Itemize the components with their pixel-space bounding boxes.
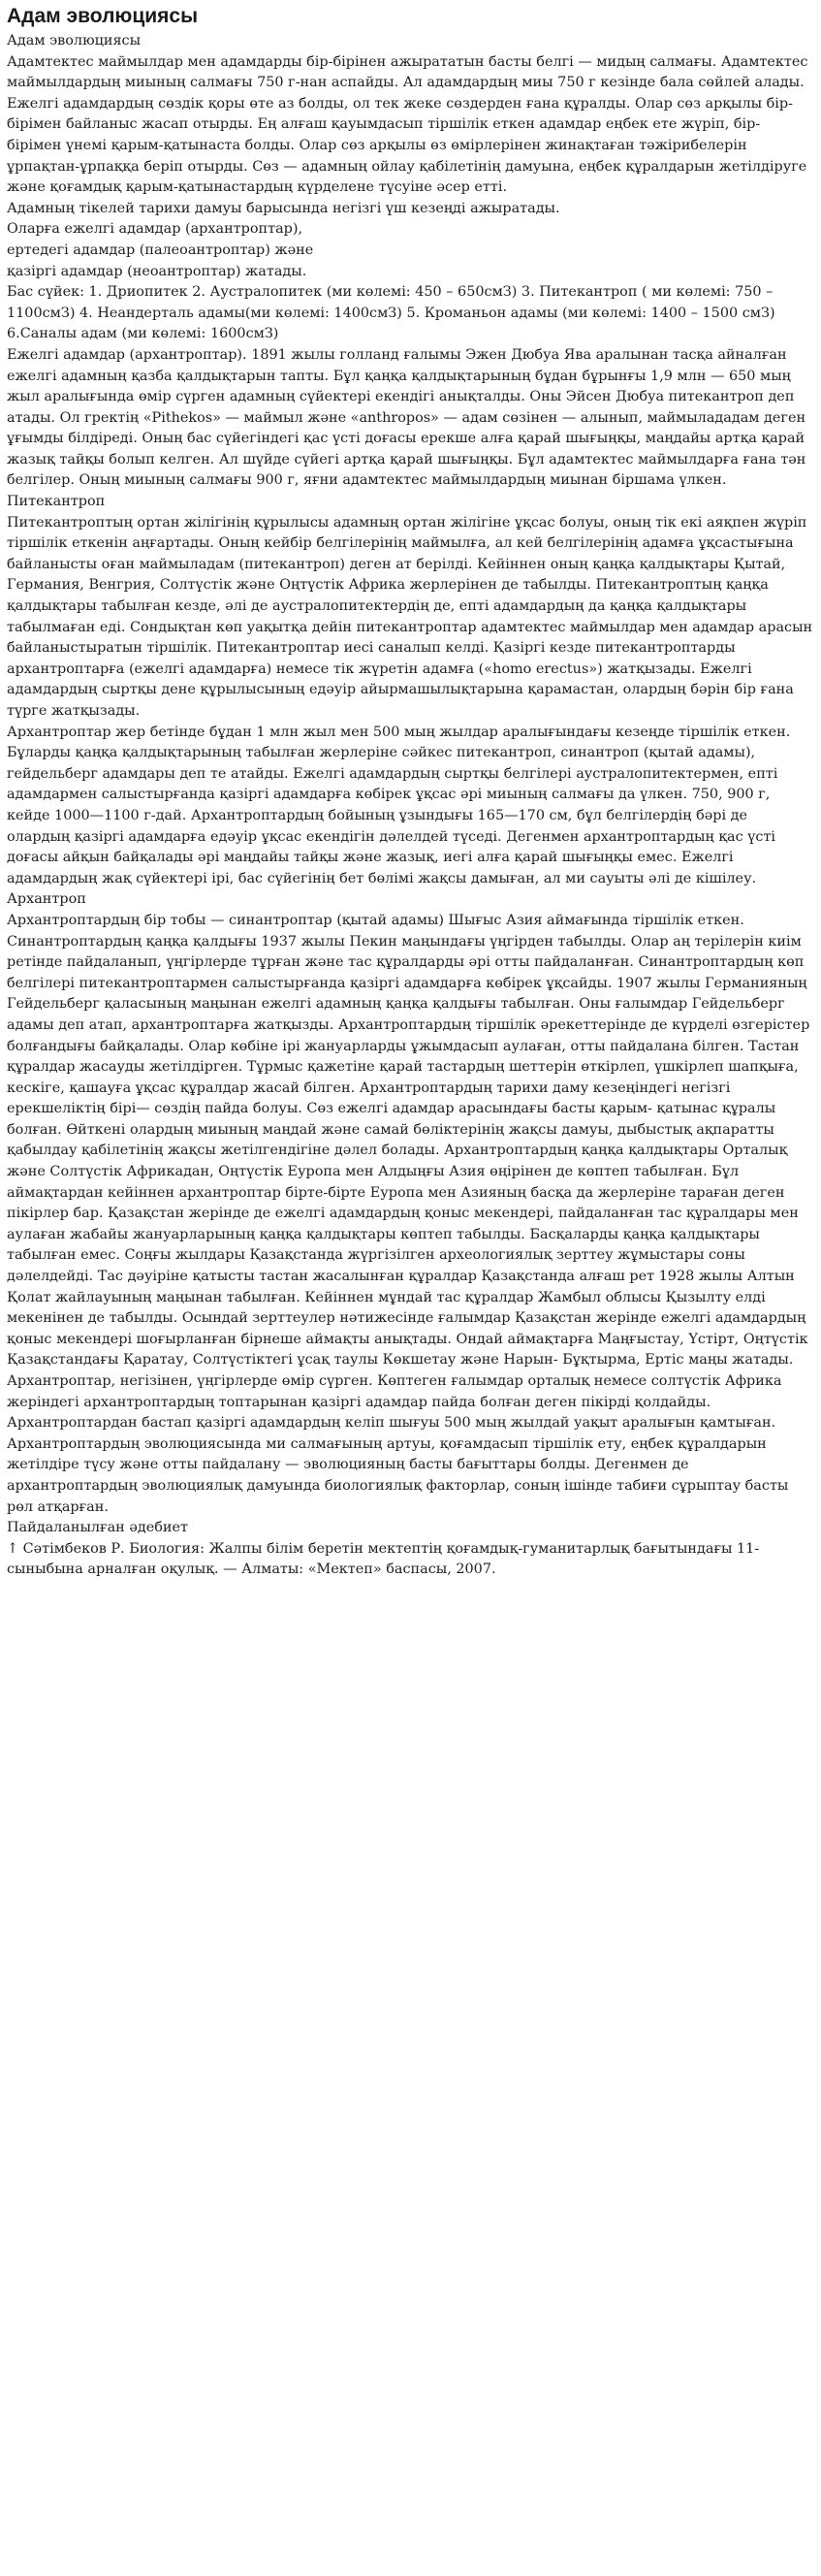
stage-archanthropes: Оларға ежелгі адамдар (архантроптар),	[7, 221, 303, 238]
article-body	[7, 31, 813, 1581]
article-subtitle: Адам эволюциясы	[7, 33, 142, 48]
reference-footnote[interactable]: ↑ Сәтімбеков Р. Биология: Жалпы білім беретін мектептің қоғамдық-гуманитарлық бағытындағы 11-сыныбына арналған оқулық. — Алматы: «Мектеп» баспасы, 2007.	[7, 1540, 760, 1578]
paragraph-archanthropes: Ежелгі адамдар (архантроптар). 1891 жылы голланд ғалымы Эжен Дюбуа Ява аралынан тасқа айналған ежелгі адамның қазба қалдықтарын тапты. Бұл қаңқа қалдықтарының бұдан бұрынғы 1,9 млн — 650 мың жыл аралығында өмір сүрген адамның сүйектері екендігі анықталды. Оны Эйсен Дюбуа питекантроп деп атады. Ол гректің «Pithekos» — маймыл және «anthropos» — адам сөзінен — алынып, маймылададам деген ұғымды білдіреді. Оның бас сүйегіндегі қас үсті доғасы ерекше алға қарай шығыңқы, маңдайы артқа қарай жазық тайқы болып келген. Ал шүйде сүйегі артқа қарай шығыңқы. Бұл адамтектес маймылдарға ғана тән белгілер. Оның миының салмағы 900 г, яғни адамтектес маймылдардың миынан біршама үлкен.	[7, 346, 806, 489]
heading-pithecanthropus: Питекантроп	[7, 494, 106, 510]
paragraph-archanthropes-period: Архантроптар жер бетінде бұдан 1 млн жыл мен 500 мың жылдар аралығындағы кезеңде тіршілік еткен. Бұларды қаңқа қалдықтарының табылған жерлеріне сәйкес питекантроп, синантроп (қытай адамы), гейдельберг адамдары деп те атайды. Ежелгі адамдардың сыртқы белгілері аустралопитектермен, епті адамдармен салыстырғанда қазіргі адамдарға көбірек ұқсас әрі миының салмағы да үлкен. 750, 900 г, кейде 1000—1100 г-дай. Архантроптардың бойының ұзындығы 165—170 см, бұл белгілердің бәрі де олардың қазіргі адамдарға едәуір ұқсас екендігін дәлелдей түседі. Дегенмен архантроптардың қас үсті доғасы айқын байқалады әрі маңдайы тайқы және жазық, иегі алға қарай шығыңқы емес. Ежелгі адамдардың жақ сүйектері ірі, бас сүйегінің бет бөлімі жақсы дамыған, ал ми сауыты әлі де кішілеу.	[7, 724, 791, 886]
paragraph-brain-weight: Адамтектес маймылдар мен адамдарды бір-бірінен ажырататын басты белгі — мидың салмағы. Адамтектес маймылдардың миының салмағы 750 г-нан аспайды. Ал адамдардың миы 750 г кезінде бала сөйлей алады. Ежелгі адамдардың сөздік қоры өте аз болды, ол тек жеке сөздерден ғана құралды. Олар сөз арқылы бір-бірімен байланыс жасап отырды. Ең алғаш қауымдасып тіршілік еткен адамдар еңбек ете жүріп, бір-бірімен үнемі қарым-қатынаста болды. Олар сөз арқылы өз өмірлерінен жинақтаған тәжірибелерін ұрпақтан-ұрпаққа беріп отырды. Сөз — адамның ойлау қабілетінің дамуына, еңбек құралдарын жетілдіруге және қоғамдық қарым-қатынастардың күрделене түсуіне әсер етті.	[7, 53, 808, 196]
paragraph-sinanthropus: Архантроптардың бір тобы — синантроптар (қытай адамы) Шығыс Азия аймағында тіршілік еткен. Синантроптардың қаңқа қалдығы 1937 жылы Пекин маңындағы үңгірден табылды. Олар аң терілерін киім ретінде пайдаланып, үңгірлерде тұрған және тас құралдарды әрі отты пайдаланған. Синантроптардың көп белгілері питекантроптармен салыстырғанда қазіргі адамдарға көбірек ұқсайды. 1907 жылы Германияның Гейдельберг қаласының маңынан ежелгі адамның қаңқа қалдығы табылған. Оны ғалымдар Гейдельберг адамы деп атап, архантроптарға жатқызды. Архантроптардың тіршілік әрекеттерінде де күрделі өзгерістер болғандығы байқалады. Олар көбіне ірі жануарларды ұжымдасып аулаған, отты пайдалана білген. Тастан құралдар жасауды жетілдірген. Тұрмыс қажетіне қарай тастардың шеттерін өткірлеп, үшкірлеп шапқыға, кескіге, қашауға ұқсас құралдар жасай білген. Архантроптардың тарихи даму кезеңіндегі негізгі ерекшеліктің бірі— сөздің пайда болуы. Сөз ежелгі адамдар арасындағы басты қарым- қатынас құралы болған. Өйткені олардың миының маңдай және самай бөліктерінің жақсы дамуы, дыбыстық ақпаратты қабылдау қабілетінің жақсы жетілгендігіне дәлел болады. Архантроптардың қаңқа қалдықтары Орталық және Солтүстік Африкадан, Оңтүстік Еуропа мен Алдыңғы Азия өңірінен де көптеп табылған. Бұл аймақтардан кейіннен архантроптар бірте-бірте Еуропа мен Азияның басқа да жерлеріне тараған деген пікірлер бар. Қазақстан жерінде де ежелгі адамдардың қоныс мекендері, пайдаланған тас құралдары мен аулаған жабайы жануарларының қаңқа қалдықтары көптеп табылды. Басқаларды қаңқа қалдықтары табылған емес. Соңғы жылдары Қазақстанда жүргізілген археологиялық зерттеу жұмыстары соны дәлелдейді. Тас дәуіріне қатысты тастан жасалынған құралдар Қазақстанда алғаш рет 1928 жылы Алтын Қолат жайлауының маңынан табылған. Кейіннен мұндай тас құралдар Жамбыл облысы Қызылту елді мекенінен де табылды. Осындай зерттеулер нәтижесінде ғалымдар Қазақстан жерінде ежелгі адамдардың қоныс мекендері шоғырланған бірнеше аймақты анықтады. Ондай аймақтарға Маңғыстау, Үстірт, Оңтүстік Қазақстандағы Қаратау, Солтүстіктегі ұсақ таулы Көкшетау және Нарын- Бұқтырма, Ертіс маңы жатады. Архантроптар, негізінен, үңгірлерде өмір сүрген. Көптеген ғалымдар орталық немесе солтүстік Африка жеріндегі архантроптардың топтарынан қазіргі адамдар пайда болған деген пікірді қолдайды. Архантроптардан бастап қазіргі адамдардың келіп шығуы 500 мың жылдай уақыт аралығын қамтыған. Архантроптардың эволюциясында ми салмағының артуы, қоғамдасып тіршілік ету, еңбек құралдарын жетілдіре түсу және отты пайдалану — эволюцияның басты бағыттары болды. Дегенмен де архантроптардың эволюциялық дамуында биологиялық факторлар, соның ішінде табиғи сұрыптау басты рөл атқарған.	[7, 912, 810, 1515]
paragraph-skulls: Бас сүйек: 1. Дриопитек 2. Аустралопитек (ми көлемі: 450 – 650смЗ) 3. Питекантроп ( ми көлемі: 750 – 1100смЗ) 4. Неандерталь адамы(ми көлемі: 1400смЗ) 5. Кроманьон адамы (ми көлемі: 1400 – 1500 смЗ) 6.Саналы адам (ми көлемі: 1600смЗ)	[7, 284, 775, 342]
stage-neoanthropes: қазіргі адамдар (неоантроптар) жатады.	[7, 263, 307, 279]
stage-paleoanthropes: ертедегі адамдар (палеоантроптар) және	[7, 242, 314, 258]
paragraph-pithecanthropus: Питекантроптың ортан жілігінің құрылысы адамның ортан жілігіне ұқсас болуы, оның тік екі аяқпен жүріп тіршілік еткенін аңғартады. Оның кейбір белгілерінің маймылға, ал кей белгілерінің адамға ұқсастығына байланысты оған маймыладам (питекантроп) деген ат берілді. Кейіннен оның қаңқа қалдықтары Қытай, Германия, Венгрия, Солтүстік және Оңтүстік Африка жерлерінен де табылды. Питекантроптың қаңқа қалдықтары табылған кезде, әлі де аустралопитектердің де, епті адамдардың да қаңқа қалдықтары табылмаған еді. Сондықтан көп уақытқа дейін питекантроптар адамтектес маймылдар мен адамдар арасын байланыстыратын тіршілік. Питекантроптар иесі саналып келді. Қазіргі кезде питекантроптарды архантроптарға (ежелгі адамдарға) немесе тік жүретін адамға («homo erectus») жатқызады. Ежелгі адамдардың сыртқы дене құрылысының едәуір айырмашылықтарына қарамастан, олардың бәрін бір ғана түрге жатқызады.	[7, 514, 813, 719]
heading-references: Пайдаланылған әдебиет	[7, 1520, 188, 1536]
page-title: Адам эволюциясы	[7, 5, 199, 27]
heading-archanthrope: Архантроп	[7, 891, 86, 908]
paragraph-three-stages: Адамның тікелей тарихи дамуы барысында негізгі үш кезеңді ажыратады.	[7, 200, 560, 216]
